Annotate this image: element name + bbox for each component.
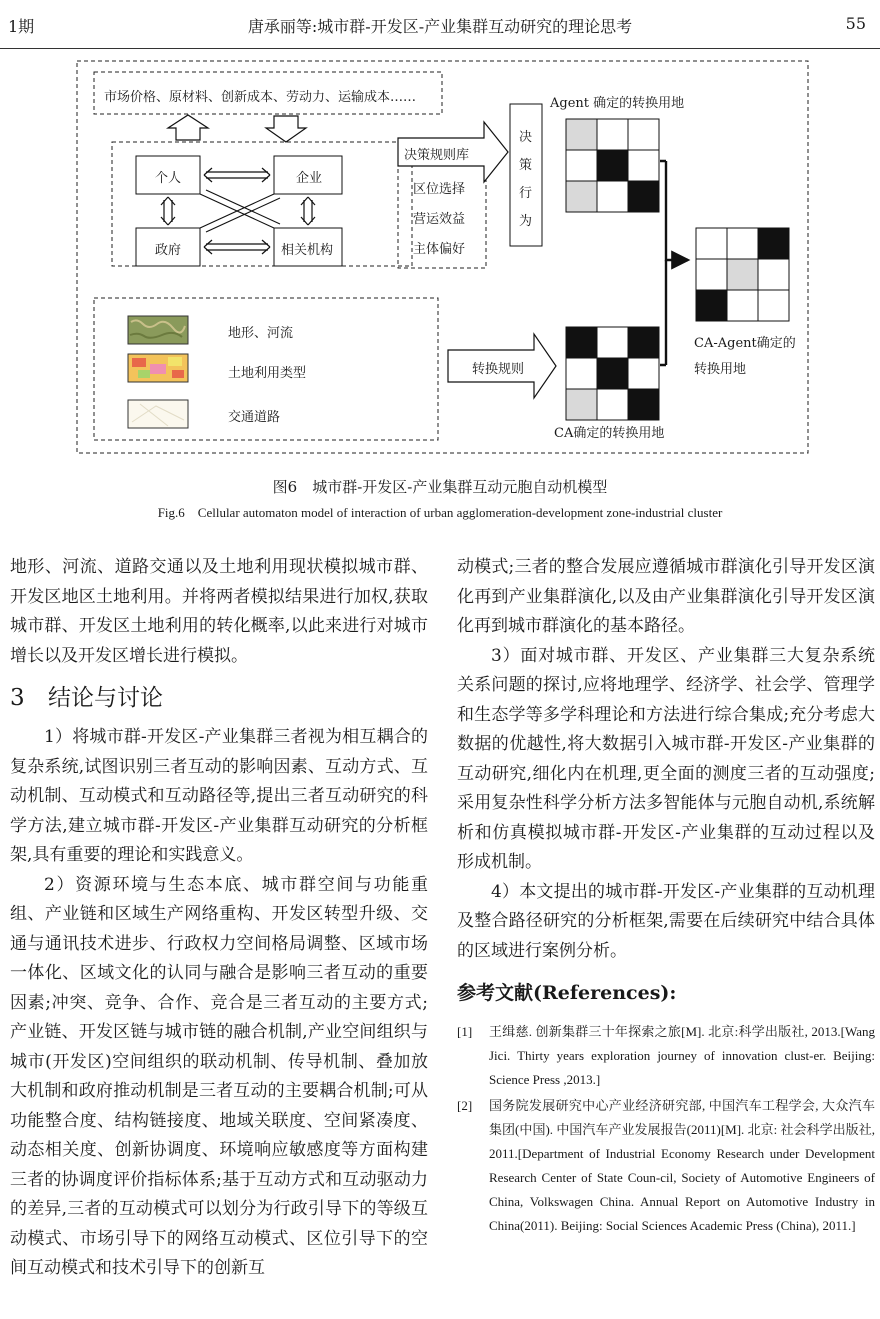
down-hollow-arrow bbox=[266, 116, 306, 142]
ca-grid bbox=[566, 327, 659, 420]
figure-caption-cn: 图6 城市群-开发区-产业集群互动元胞自动机模型 bbox=[272, 478, 608, 496]
grid-cell bbox=[727, 290, 758, 321]
conclusion-point-1: 1）将城市群-开发区-产业集群三者视为相互耦合的复杂系统,试图识别三者互动的影响因素、互动方式、互动机制、互动模式和互动路径等,提出三者互动研究的科学方法,建立城市群-开发区-产业集群互动研究的分析框架,具有重要的理论和实践意义。 bbox=[10, 727, 428, 865]
conclusion-point-2: 2）资源环境与生态本底、城市群空间与功能重组、产业链和区域生产网络重构、开发区转型升级、交通与通讯技术进步、行政权力空间格局调整、区域市场一体化、区域文化的认同与融合是影响三者互动的重要因素;冲突、竞争、合作、竞合是三者互动的主要方式;产业链、开发区链与城市链的融合机制,产业空间组织与城市(开发区)空间组织的联动机制、传导机制、叠加放大机制和政府推动机制是三者互动的主要耦合机制;可从功能整合度、结构链接度、地域关联度、空间紧凑度、动态相关度、创新协调度、环境响应敏感度等方面构建三者的协调度评价指标体系;基于互动方式和互动驱动力的差异,三者的互动模式可以划分为行政引导下的等级互动模式、市场引导下的网络互动模式、区位引导下的空间互动模式和技术引导下的创新互 bbox=[10, 874, 428, 1278]
reference-number: [1] bbox=[457, 1024, 473, 1039]
reference-item bbox=[457, 1094, 875, 1238]
grid-cell bbox=[727, 259, 758, 290]
agent-grid-label: Agent 确定的转换用地 bbox=[550, 96, 685, 111]
actor-cross-links bbox=[200, 190, 280, 232]
ca-agent-grid bbox=[696, 228, 789, 321]
grid-cell bbox=[566, 358, 597, 389]
rule-item-efficiency: 营运效益 bbox=[413, 212, 466, 227]
section-heading bbox=[10, 681, 428, 715]
grid-cell bbox=[566, 119, 597, 150]
factors-label: 市场价格、原材料、创新成本、劳动力、运输成本…… bbox=[104, 90, 417, 105]
right-paragraph-continued: 动模式;三者的整合发展应遵循城市群演化引导开发区演化再到产业集群演化,以及由产业集群演化引导开发区演化再到城市群演化的基本路径。 bbox=[457, 557, 875, 636]
references-heading: 参考文献(References): bbox=[457, 982, 677, 1004]
actor-government: 政府 bbox=[155, 243, 182, 258]
roads-thumbnail bbox=[128, 400, 188, 428]
ca-agent-label-line1: CA-Agent确定的 bbox=[694, 336, 796, 351]
grid-cell bbox=[597, 181, 628, 212]
ca-grid-label: CA确定的转换用地 bbox=[554, 426, 665, 441]
grid-cell bbox=[566, 150, 597, 181]
grid-cell bbox=[597, 389, 628, 420]
grid-cell bbox=[566, 389, 597, 420]
grid-cell bbox=[696, 259, 727, 290]
reference-text: 王缉慈. 创新集群三十年探索之旅[M]. 北京:科学出版社, 2013.[Wang Jici. Thirty years exploration journey of innovation clust-er. Beijing: Science Press ,2013.] bbox=[489, 1024, 875, 1087]
grid-cell bbox=[628, 358, 659, 389]
running-title: 唐承丽等:城市群-开发区-产业集群互动研究的理论思考 bbox=[247, 17, 633, 36]
figure-diagram bbox=[76, 60, 810, 455]
grid-cell bbox=[758, 259, 789, 290]
reference-text: 国务院发展研究中心产业经济研究部, 中国汽车工程学会, 大众汽车集团(中国). 中国汽车产业发展报告(2011)[M]. 北京: 社会科学出版社, 2011.[Department of Industrial Economy Research under Development Research Center of State Coun-cil, Society of Automotive Engineers of China, Volkswagen China. Annual Report on Automotive Industry in China(2011). Beijing: Social Sciences Academic Press (China), 2011.] bbox=[489, 1098, 875, 1233]
section-title: 结论与讨论 bbox=[48, 685, 163, 711]
grid-cell bbox=[628, 150, 659, 181]
agent-to-result-arrow bbox=[666, 161, 688, 260]
grid-cell bbox=[696, 290, 727, 321]
grid-cell bbox=[628, 119, 659, 150]
layer-landuse-label: 土地利用类型 bbox=[228, 366, 307, 381]
rule-item-location: 区位选择 bbox=[413, 182, 466, 197]
agent-grid bbox=[566, 119, 659, 212]
decision-char-4: 为 bbox=[519, 214, 533, 229]
rule-base-label: 决策规则库 bbox=[404, 148, 470, 163]
grid-cell bbox=[758, 228, 789, 259]
reference-item bbox=[457, 1020, 875, 1092]
figure-6 bbox=[76, 60, 810, 455]
layer-roads-label: 交通道路 bbox=[228, 410, 281, 425]
rule-item-preference: 主体偏好 bbox=[413, 242, 466, 257]
actor-individual: 个人 bbox=[155, 171, 182, 186]
actor-link-right bbox=[304, 200, 312, 222]
decision-char-2: 策 bbox=[519, 158, 533, 173]
grid-cell bbox=[566, 327, 597, 358]
grid-cell bbox=[566, 181, 597, 212]
left-column bbox=[10, 553, 428, 1284]
grid-cell bbox=[628, 181, 659, 212]
grid-cell bbox=[597, 119, 628, 150]
actor-link-top bbox=[206, 172, 268, 178]
decision-char-1: 决 bbox=[519, 130, 533, 145]
up-hollow-arrow bbox=[168, 115, 208, 140]
left-paragraph-continued: 地形、河流、道路交通以及土地利用现状模拟城市群、开发区地区土地利用。并将两者模拟结果进行加权,获取城市群、开发区土地利用的转化概率,以此来进行对城市增长以及开发区增长进行模拟。 bbox=[10, 557, 428, 666]
reference-number: [2] bbox=[457, 1098, 473, 1113]
grid-cell bbox=[597, 327, 628, 358]
ca-agent-label-line2: 转换用地 bbox=[694, 362, 747, 377]
actor-enterprise: 企业 bbox=[296, 171, 323, 186]
grid-cell bbox=[628, 327, 659, 358]
grid-cell bbox=[758, 290, 789, 321]
right-column bbox=[457, 553, 875, 1240]
conclusion-point-4: 4）本文提出的城市群-开发区-产业集群的互动机理及整合路径研究的分析框架,需要在后续研究中结合具体的区域进行案例分析。 bbox=[457, 881, 875, 961]
layer-terrain-label: 地形、河流 bbox=[228, 326, 294, 341]
figure-caption-en: Fig.6 Cellular automaton model of interaction of urban agglomeration-development zone-industrial cluster bbox=[157, 505, 723, 520]
transition-rule-label: 转换规则 bbox=[472, 362, 525, 377]
decision-char-3: 行 bbox=[519, 186, 533, 201]
grid-cell bbox=[727, 228, 758, 259]
grid-cell bbox=[696, 228, 727, 259]
grid-cell bbox=[597, 358, 628, 389]
grid-cell bbox=[597, 150, 628, 181]
actor-institution: 相关机构 bbox=[281, 243, 334, 258]
section-number: 3 bbox=[10, 685, 25, 711]
actor-link-bottom bbox=[206, 244, 268, 250]
conclusion-point-3: 3）面对城市群、开发区、产业集群三大复杂系统关系问题的探讨,应将地理学、经济学、社会学、管理学和生态学等多学科理论和方法进行综合集成;充分考虑大数据的优越性,将大数据引入城市群-开发区-产业集群的互动研究,细化内在机理,更全面的测度三者的互动强度;采用复杂性科学分析方法多智能体与元胞自动机,系统解析和仿真模拟城市群-开发区-产业集群的互动过程以及形成机制。 bbox=[457, 645, 875, 872]
page-number: 55 bbox=[845, 14, 866, 33]
page-header bbox=[0, 0, 880, 49]
issue-label: 1期 bbox=[8, 17, 35, 36]
grid-cell bbox=[628, 389, 659, 420]
actor-link-left bbox=[164, 200, 172, 222]
